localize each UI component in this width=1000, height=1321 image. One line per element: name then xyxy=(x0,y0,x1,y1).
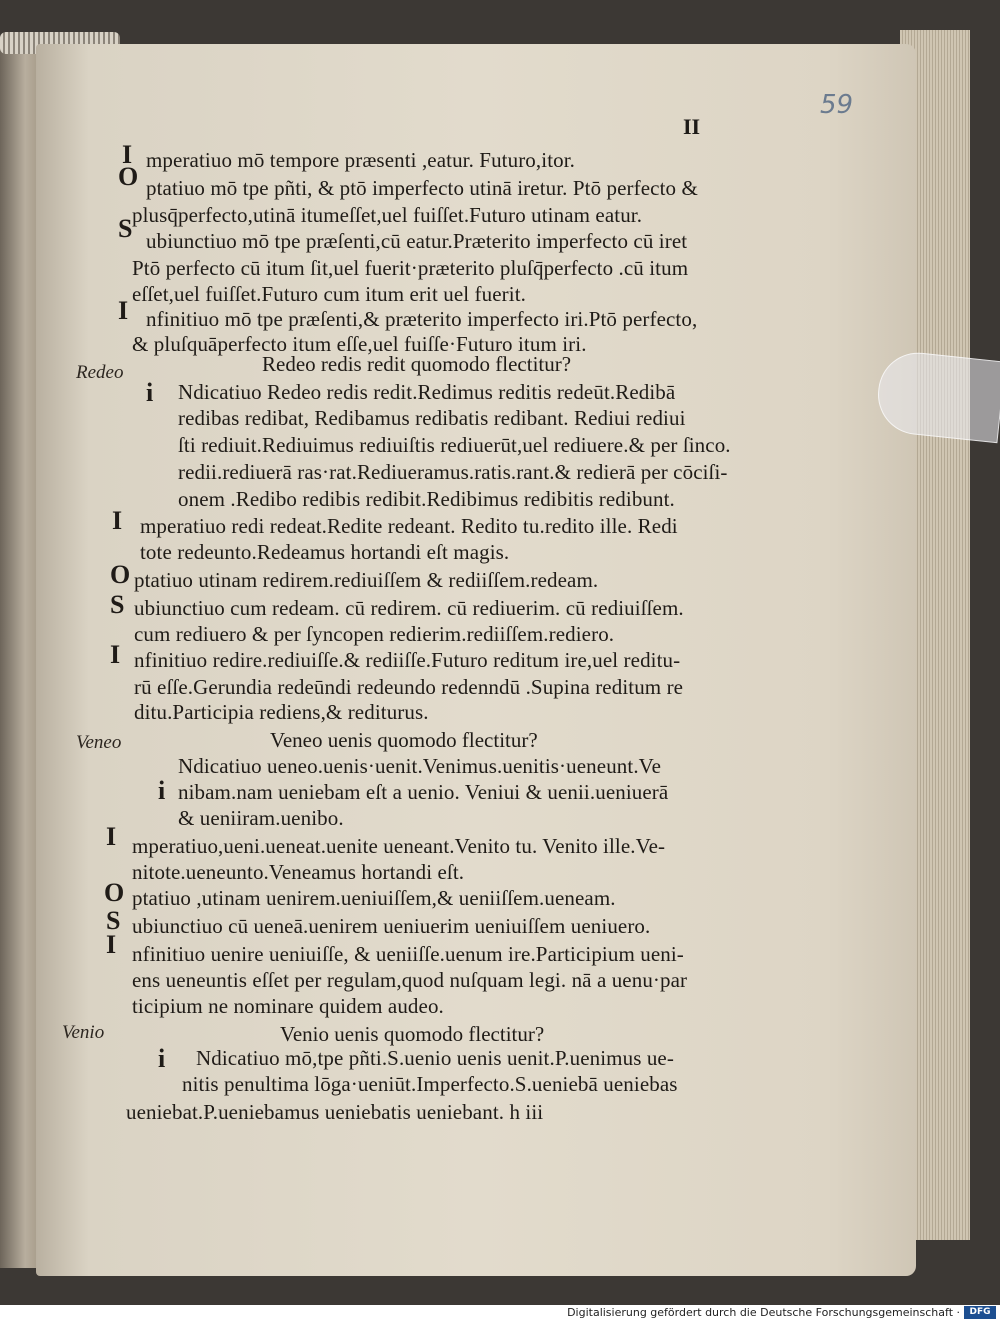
initial-letter: I xyxy=(106,822,117,851)
text-line: mperatiuo mō tempore præsenti ,eatur. Futuro,itor. xyxy=(146,148,576,172)
text-line: nitis penultima lōga·ueniūt.Imperfecto.S.ueniebā ueniebas xyxy=(182,1072,678,1096)
text-line: ueniebat.P.ueniebamus ueniebatis ueniebant. h iii xyxy=(126,1100,544,1124)
text-line: nfinitiuo mō tpe præſenti,& præterito imperfecto iri.Ptō perfecto, xyxy=(146,307,698,331)
text-line: ubiunctiuo cum redeam. cū redirem. cū rediuerim. cū rediuiſſem. xyxy=(134,596,684,620)
initial-letter: O xyxy=(104,878,125,907)
initial-letter: O xyxy=(118,162,139,191)
text-line: redii.rediuerā ras·rat.Rediueramus.ratis.rant.& redierā per cōciſi- xyxy=(178,460,728,484)
section-heading: Venio uenis quomodo flectitur? xyxy=(280,1022,545,1046)
text-line: Ndicatiuo mō,tpe pñti.S.uenio uenis uenit.P.uenimus ue- xyxy=(196,1046,674,1070)
section-heading: Veneo uenis quomodo flectitur? xyxy=(270,728,538,752)
initial-letter: O xyxy=(110,560,131,589)
text-line: eſſet,uel fuiſſet.Futuro cum itum erit uel fuerit. xyxy=(132,282,526,306)
margin-note-veneo: Veneo xyxy=(76,732,122,753)
text-line: rū eſſe.Gerundia redeūndi redeundo redenndū .Supina reditum re xyxy=(134,675,684,699)
text-line: ticipium ne nominare quidem audeo. xyxy=(132,994,444,1018)
initial-letter: I xyxy=(112,506,123,535)
section-heading: Redeo redis redit quomodo flectitur? xyxy=(262,352,572,376)
text-line: nfinitiuo redire.rediuiſſe.& rediiſſe.Futuro reditum ire,uel reditu- xyxy=(134,648,681,672)
text-line: ſti rediuit.Rediuimus rediuiſtis rediuerūt,uel rediuere.& per ſinco. xyxy=(178,433,731,457)
text-line: nitote.ueneunto.Veneamus hortandi eſt. xyxy=(132,860,465,884)
dfg-logo: DFG xyxy=(964,1306,996,1319)
initial-letter: S xyxy=(118,214,133,243)
text-line: ptatiuo utinam redirem.rediuiſſem & rediiſſem.redeam. xyxy=(134,568,599,592)
text-line: & ueniiram.uenibo. xyxy=(178,806,344,830)
initial-letter: I xyxy=(122,140,133,169)
text-line: mperatiuo,ueni.ueneat.uenite ueneant.Venito tu. Venito ille.Ve- xyxy=(132,834,666,858)
text-line: ens ueneuntis eſſet per regulam,quod nuſquam legi. nā a uenu·par xyxy=(132,968,688,992)
folio-number: 59 xyxy=(820,90,854,120)
text-line: nfinitiuo uenire ueniuiſſe, & ueniiſſe.uenum ire.Participium ueni- xyxy=(132,942,684,966)
footer-bar xyxy=(0,1305,1000,1321)
initial-letter: S xyxy=(106,906,121,935)
text-line: onem .Redibo redibis redibit.Redibimus redibitis redibunt. xyxy=(178,487,675,511)
text-line: tote redeunto.Redeamus hortandi eſt magis. xyxy=(140,540,510,564)
text-line: ubiunctiuo mō tpe præſenti,cū eatur.Præterito imperfecto cū iret xyxy=(146,229,688,253)
initial-letter: i xyxy=(158,1044,166,1073)
funding-credit: Digitalisierung gefördert durch die Deutsche Forschungsgemeinschaft · xyxy=(567,1306,960,1319)
margin-note-redeo: Redeo xyxy=(76,362,124,383)
initial-letter: I xyxy=(118,296,129,325)
text-line: mperatiuo redi redeat.Redite redeant. Redito tu.redito ille. Redi xyxy=(140,514,678,538)
initial-letter: i xyxy=(158,776,166,805)
margin-note-venio: Venio xyxy=(62,1022,105,1043)
text-line: Ptō perfecto cū itum ſit,uel fuerit·præterito pluſq̄perfecto .cū itum xyxy=(132,256,689,280)
text-line: plusq̄perfecto,utinā itumeſſet,uel fuiſſet.Futuro utinam eatur. xyxy=(132,203,643,227)
text-line: Ndicatiuo ueneo.uenis·uenit.Venimus.uenitis·ueneunt.Ve xyxy=(178,754,662,778)
initial-letter: i xyxy=(146,378,154,407)
text-line: ditu.Participia rediens,& rediturus. xyxy=(134,700,429,724)
text-line: Ndicatiuo Redeo redis redit.Redimus reditis redeūt.Redibā xyxy=(178,380,676,404)
text-line: redibas redibat, Redibamus redibatis redibant. Rediui rediui xyxy=(178,406,686,430)
initial-letter: I xyxy=(110,640,121,669)
text-line: ubiunctiuo cū ueneā.uenirem ueniuerim ueniuiſſem ueniuero. xyxy=(132,914,651,938)
initial-letter: S xyxy=(110,590,125,619)
initial-letter: I xyxy=(106,930,117,959)
text-line: & pluſquāperfecto itum eſſe,uel fuiſſe·Futuro itum iri. xyxy=(132,332,587,356)
text-line: ptatiuo mō tpe pñti, & ptō imperfecto utinā iretur. Ptō perfecto & xyxy=(146,176,698,200)
text-line: nibam.nam ueniebam eſt a uenio. Veniui & uenii.ueniuerā xyxy=(178,780,669,804)
text-line: ptatiuo ,utinam uenirem.ueniuiſſem,& ueniiſſem.ueneam. xyxy=(132,886,616,910)
text-line: cum rediuero & per ſyncopen redierim.rediiſſem.rediero. xyxy=(134,622,615,646)
page-signature: II xyxy=(683,114,701,139)
